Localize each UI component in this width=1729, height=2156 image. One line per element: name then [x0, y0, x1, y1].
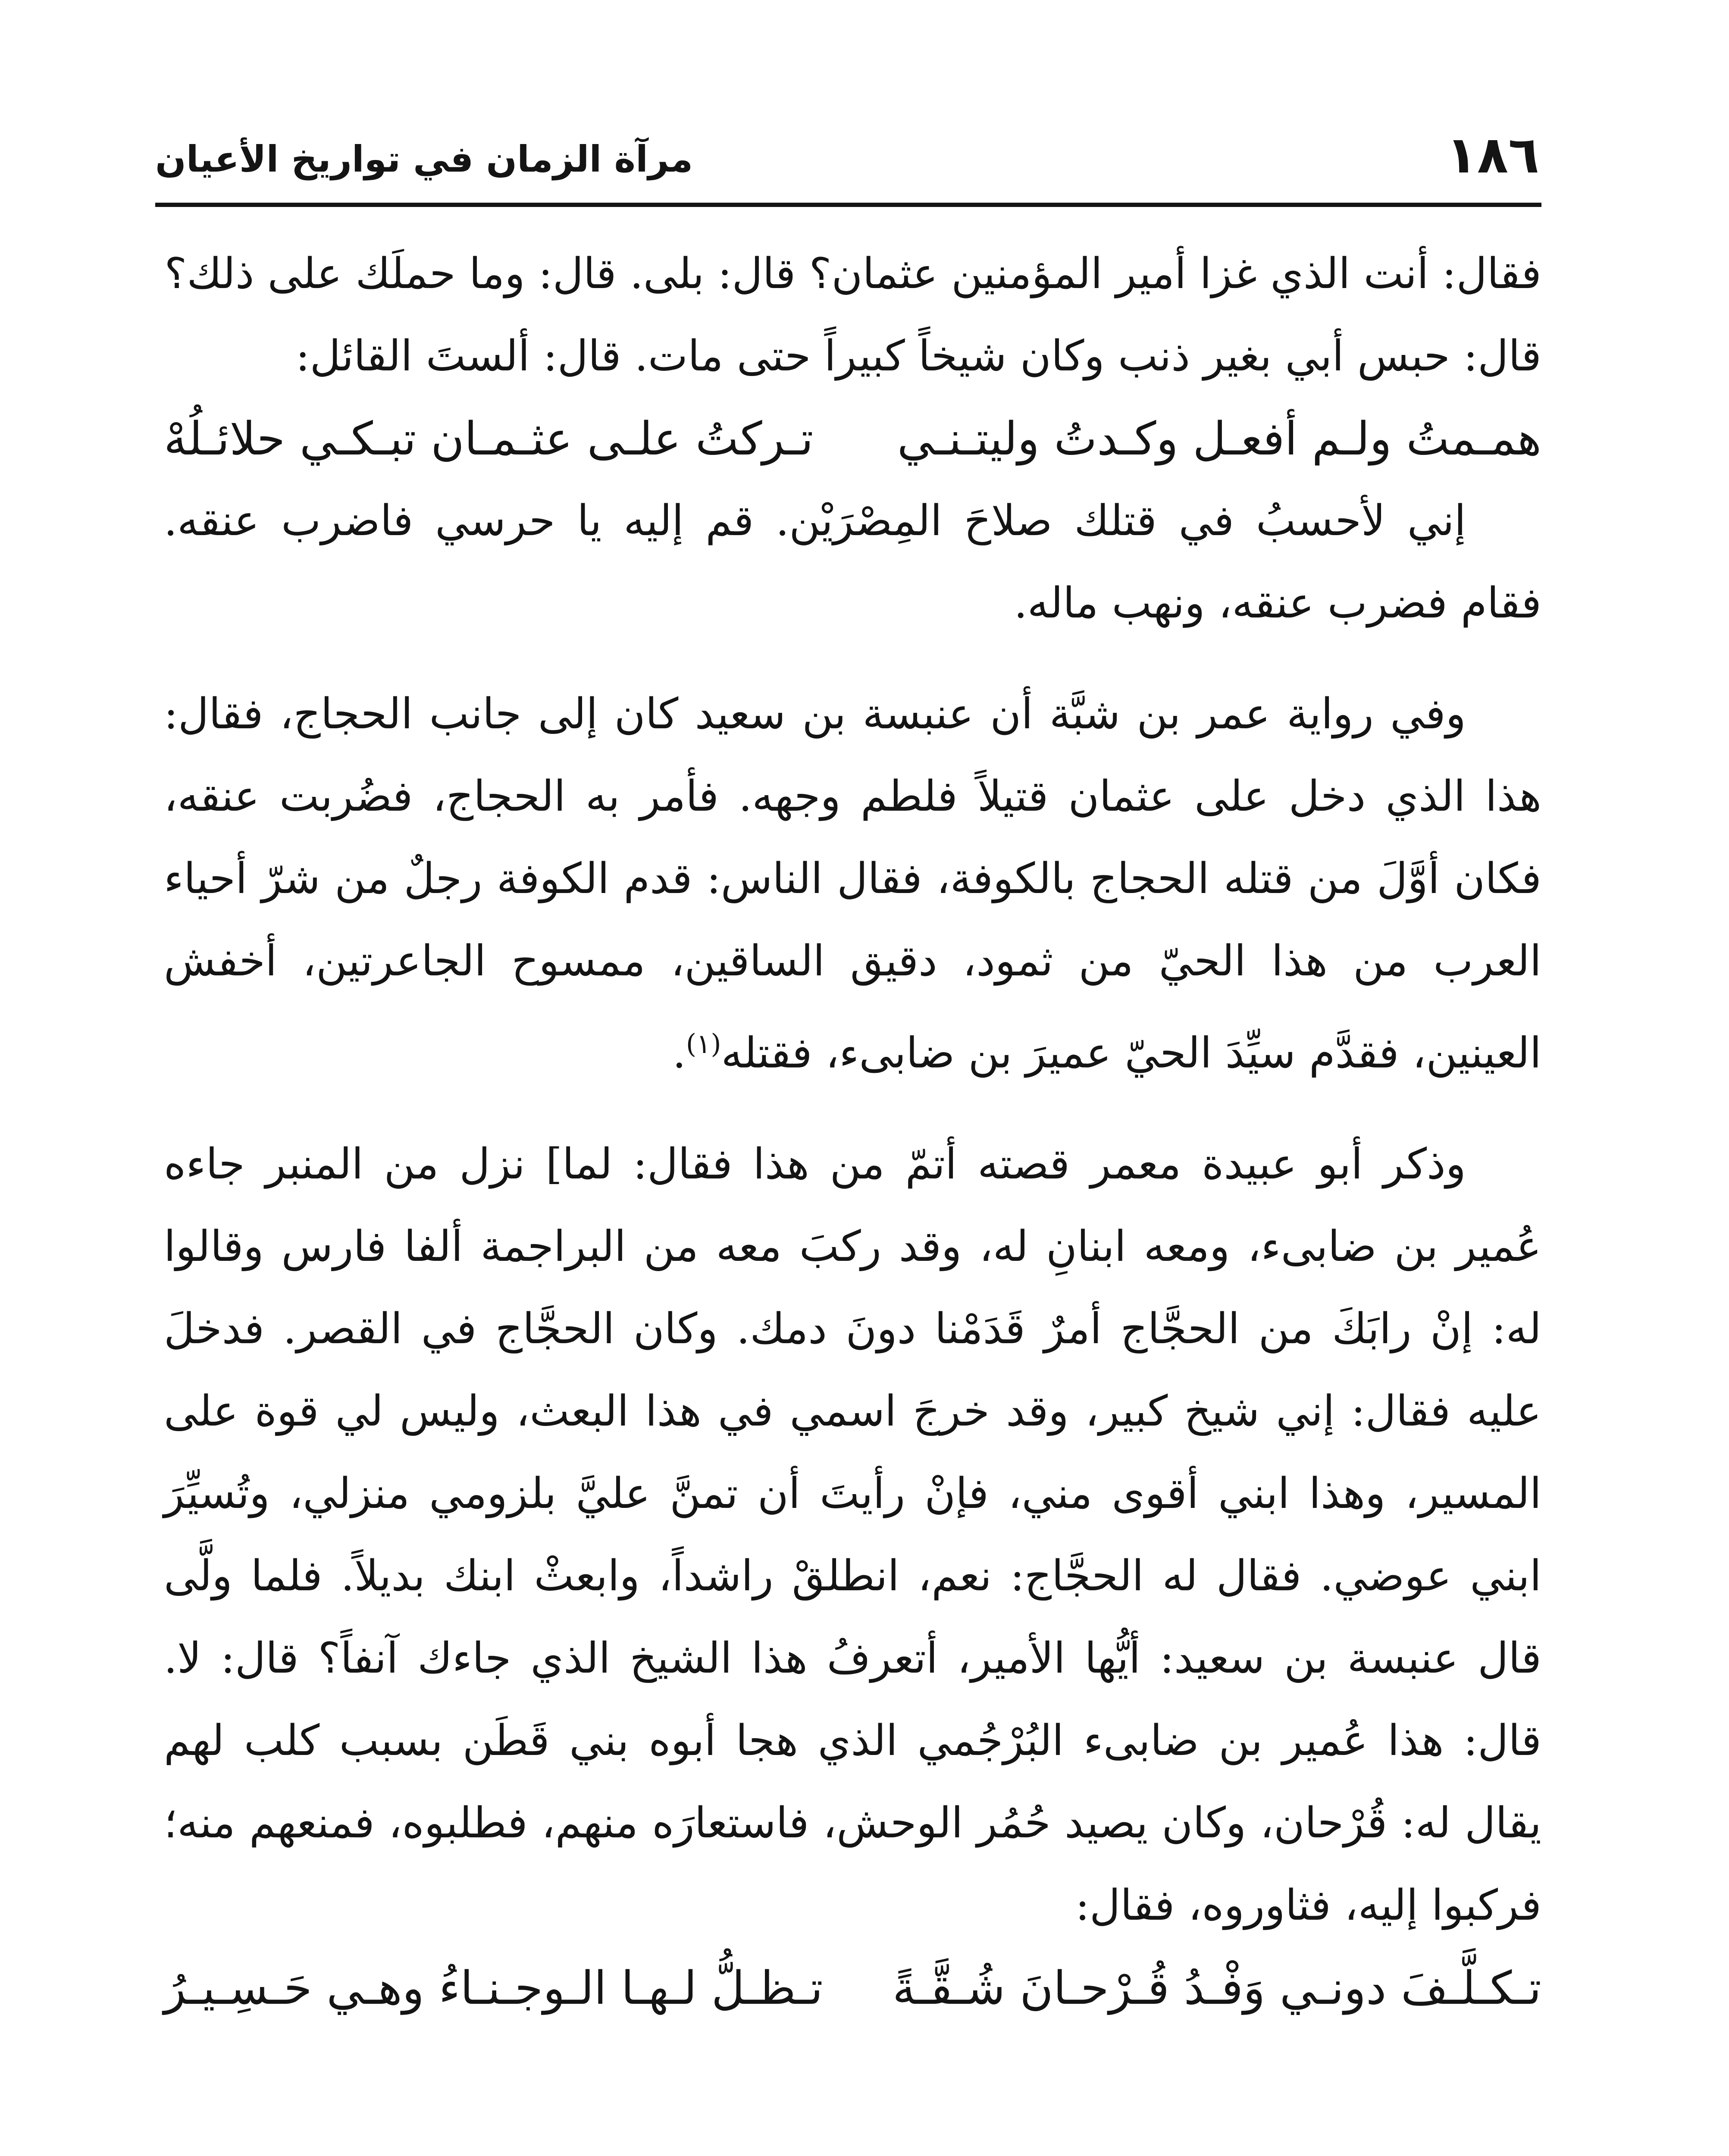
- header-rule: [155, 203, 1541, 207]
- footnote-marker: (١): [686, 1028, 721, 1059]
- verse-line: [164, 398, 1541, 480]
- paragraph: [164, 673, 1541, 1095]
- paragraph: قال: حبس أبي بغير ذنب وكان شيخاً كبيراً حتى مات. قال: ألستَ القائل:: [295, 332, 1541, 381]
- running-title: مرآة الزمان في تواريخ الأعيان: [155, 138, 693, 180]
- verse-second-hemistich: تـظـلُّ لـهـا الـوجـنـاءُ وهـي حَـسِـيـرُ: [164, 1961, 823, 2015]
- page-number: ١٨٦: [1446, 125, 1539, 185]
- paragraph: وذكر أبو عبيدة معمر قصته أتمّ من هذا فقال: لما] نزل من المنبر جاءه عُمير بن ضابىء، ومعه ابنانِ له، وقد ركبَ معه من البراجمة ألفا فارس وقالوا له: إنْ رابَكَ من الحجَّاج أمرٌ قَدَمْنا دونَ دمك. وكان الحجَّاج في القصر. فدخلَ عليه فقال: إني شيخ كبير، وقد خرجَ اسمي في هذا البعث، وليس لي قوة على المسير، وهذا ابني أقوى مني، فإنْ رأيتَ أن تمنَّ عليَّ بلزومي منزلي، وتُسيِّرَ ابني عوضي. فقال له الحجَّاج: نعم، انطلقْ راشداً، وابعثْ ابنك بديلاً. فلما ولَّى قال عنبسة بن سعيد: أيُّها الأمير، أتعرفُ هذا الشيخ الذي جاءك آنفاً؟ قال: لا. قال: هذا عُمير بن ضابىء البُرْجُمي الذي هجا أبوه بني قَطَن بسبب كلب لهم يقال له: قُرْحان، وكان يصيد حُمُر الوحش، فاستعارَه منهم، فطلبوه، فمنعهم منه؛ فركبوا إليه، فثاوروه، فقال:: [164, 1139, 1541, 1930]
- main-text: [164, 233, 1541, 2029]
- verse-first-hemistich: تـكـلَّـفَ دونـي وَفْـدُ قُـرْحـانَ شُـقَّـةً: [893, 1961, 1541, 2015]
- paragraph-end: .: [672, 1028, 686, 1078]
- paragraph: فقال: أنت الذي غزا أمير المؤمنين عثمان؟ قال: بلى. قال: وما حملَك على ذلك؟: [164, 249, 1541, 298]
- verse-line: [164, 1947, 1541, 2029]
- verse-first-hemistich: همـمتُ ولـم أفعـل وكـدتُ وليتـنـي: [897, 412, 1541, 465]
- paragraph-text: وفي رواية عمر بن شبَّة أن عنبسة بن سعيد كان إلى جانب الحجاج، فقال: هذا الذي دخل على عثمان قتيلاً فلطم وجهه. فأمر به الحجاج، فضُربت عنقه، فكان أوَّلَ من قتله الحجاج بالكوفة، فقال الناس: قدم الكوفة رجلٌ من شرّ أحياء العرب من هذا الحيّ من ثمود، دقيق الساقين، ممسوح الجاعرتين، أخفش العينين، فقدَّم سيِّدَ الحيّ عميرَ بن ضابىء، فقتله: [164, 689, 1541, 1078]
- page-header: [155, 125, 1539, 207]
- paragraph: إني لأحسبُ في قتلك صلاحَ المِصْرَيْن. قم إليه يا حرسي فاضرب عنقه. فقام فضرب عنقه، ونهب ماله.: [164, 496, 1541, 628]
- verse-second-hemistich: تـركتُ علـى عثـمـان تبـكـي حلائـلُهْ: [164, 412, 814, 465]
